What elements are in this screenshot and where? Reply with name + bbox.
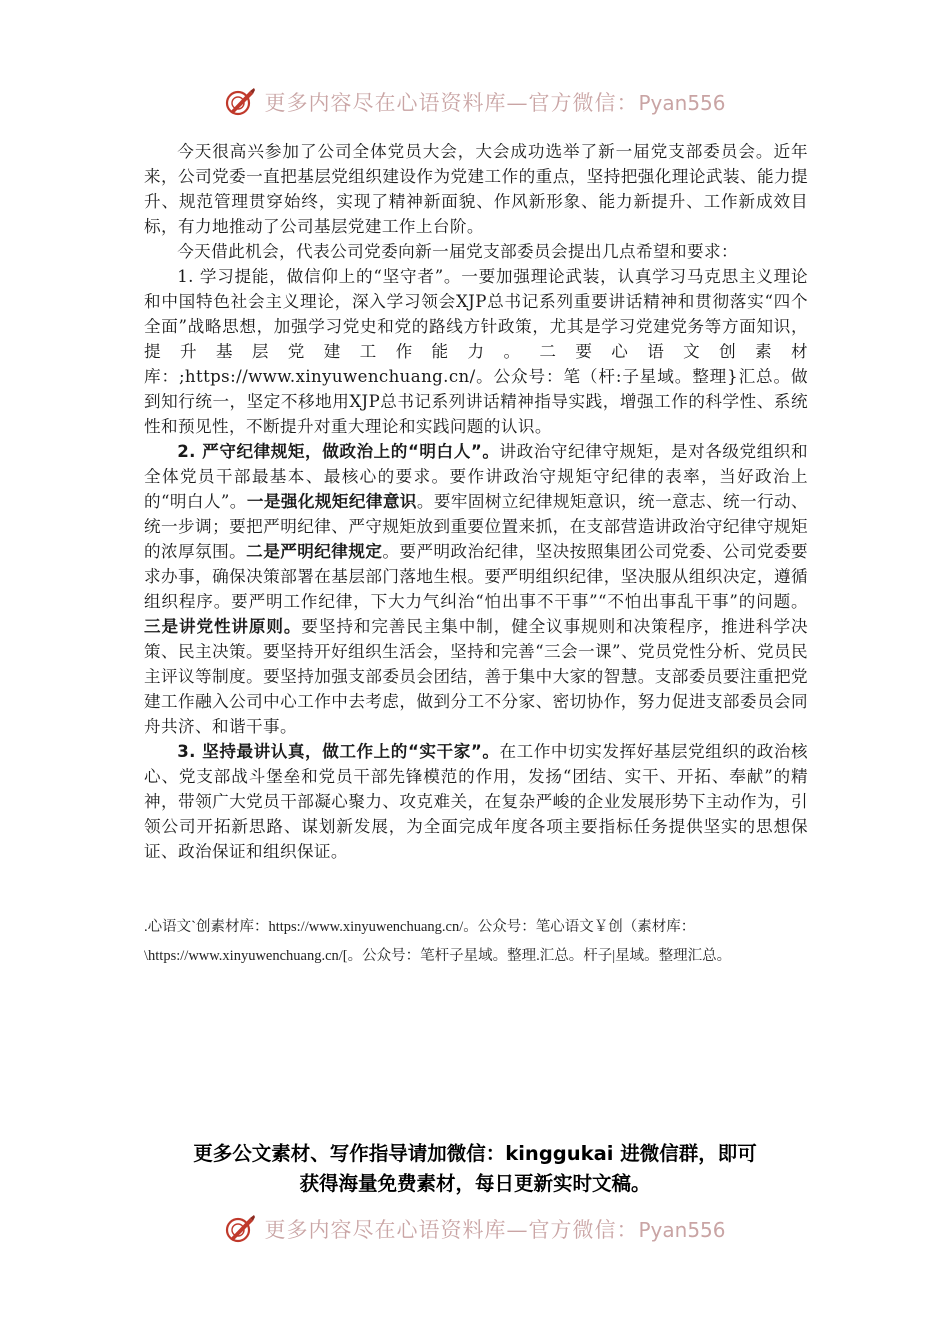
paragraph-intro: 今天很高兴参加了公司全体党员大会，大会成功选举了新一届党支部委员会。近年来，公司党委一直把基层党组织建设作为党建工作的重点，坚持把强化理论武装、能力提升、规范管理贯穿始终，实现了精神新面貌、作风新形象、能力新提升、工作新成效目标，有力地推动了公司基层党建工作上台阶。 — [144, 142, 808, 236]
point-2-sub-text-1: 。要牢固树立纪律规矩意识，统一意志、统一行动、统一步调；要把严明纪律、严守规矩放到重要位置来抓，在支部营造讲政治守纪律守规矩的浓厚氛围。 — [144, 492, 809, 561]
point-2-sub-text-3: 要坚持和完善民主集中制，健全议事规则和决策程序，推进科学决策、民主决策。要坚持开好组织生活会，坚持和完善“三会一课”、党员党性分析、党员民主评议等制度。要坚持加强支部委员会团结，善于集中大家的智慧。支部委员要注重把党建工作融入公司中心工作中去考虑，做到分工不分家、密切协作，努力促进支部委员会同舟共济、和谐干事。 — [144, 617, 808, 736]
point-2-sub-heading-2: 二是严明纪律规定 — [246, 542, 383, 561]
promo-line-1: 更多公文素材、写作指导请加微信：kinggukai 进微信群，即可 — [193, 1142, 757, 1165]
header-banner — [0, 82, 950, 122]
banner-text: 更多内容尽在心语资料库—官方微信：Pyan556 — [264, 91, 726, 115]
source-note — [144, 913, 834, 971]
banner-wechat-id: Pyan556 — [638, 1218, 726, 1242]
paragraph-point-1: 1. 学习提能，做信仰上的“坚守者”。一要加强理论武装，认真学习马克思主义理论和中国特色社会主义理论，深入学习领会XJP总书记系列重要讲话精神和贯彻落实“四个全面”战略思想，加强学习党史和党的路线方针政策，尤其是学习党建党务等方面知识，提升基层党建工作能力。二要心语文创素材库：;https://www.xinyuwenchuang.cn/。公众号：笔（杆:子星域。整理}汇总。做到知行统一，坚定不移地用XJP总书记系列讲话精神指导实践，增强工作的科学性、系统性和预见性，不断提升对重大理论和实践问题的认识。 — [144, 267, 808, 436]
paragraph-point-2 — [144, 439, 808, 739]
point-2-sub-heading-3: 三是讲党性讲原则。 — [144, 617, 302, 636]
point-2-heading: 2. 严守纪律规矩，做政治上的“明白人”。 — [177, 442, 500, 461]
pen-logo-icon — [224, 1213, 256, 1245]
paragraph-requirements-intro: 今天借此机会，代表公司党委向新一届党支部委员会提出几点希望和要求： — [177, 242, 738, 261]
promo-line-2: 获得海量免费素材，每日更新实时文稿。 — [299, 1172, 651, 1195]
point-2-sub-heading-1: 一是强化规矩纪律意识 — [246, 492, 417, 511]
banner-text: 更多内容尽在心语资料库—官方微信：Pyan556 — [264, 1218, 726, 1242]
point-3-heading: 3. 坚持最讲认真，做工作上的“实干家”。 — [177, 742, 500, 761]
source-line-2: \https://www.xinyuwenchuang.cn/[。公众号：笔杆子星域。整理.汇总。杆子|星域。整理汇总。 — [144, 948, 732, 964]
point-2-text: 讲政治守纪律守规矩，是对各级党组织和全体党员干部最基本、最核心的要求。要作讲政治守规矩守纪律的表率，当好政治上的“明白人”。 — [144, 442, 808, 511]
paragraph-point-3 — [144, 739, 808, 864]
point-2-sub-text-2: 。要严明政治纪律，坚决按照集团公司党委、公司党委要求办事，确保决策部署在基层部门落地生根。要严明组织纪律，坚决服从组织决定，遵循组织程序。要严明工作纪律，下大力气纠治“怕出事不干事”“不怕出事乱干事”的问题。 — [144, 542, 809, 611]
article-body — [144, 139, 808, 864]
source-line-1: .心语文`创素材库：https://www.xinyuwenchuang.cn/。公众号：笔心语文￥创（素材库： — [144, 919, 696, 935]
promo-notice — [0, 1139, 950, 1199]
point-3-text: 在工作中切实发挥好基层党组织的政治核心、党支部战斗堡垒和党员干部先锋模范的作用，发扬“团结、实干、开拓、奉献”的精神，带领广大党员干部凝心聚力、攻克难关，在复杂严峻的企业发展形势下主动作为，引领公司开拓新思路、谋划新发展，为全面完成年度各项主要指标任务提供坚实的思想保证、政治保证和组织保证。 — [144, 742, 808, 861]
banner-wechat-id: Pyan556 — [638, 91, 726, 115]
pen-logo-icon — [224, 86, 256, 118]
footer-banner — [0, 1209, 950, 1249]
